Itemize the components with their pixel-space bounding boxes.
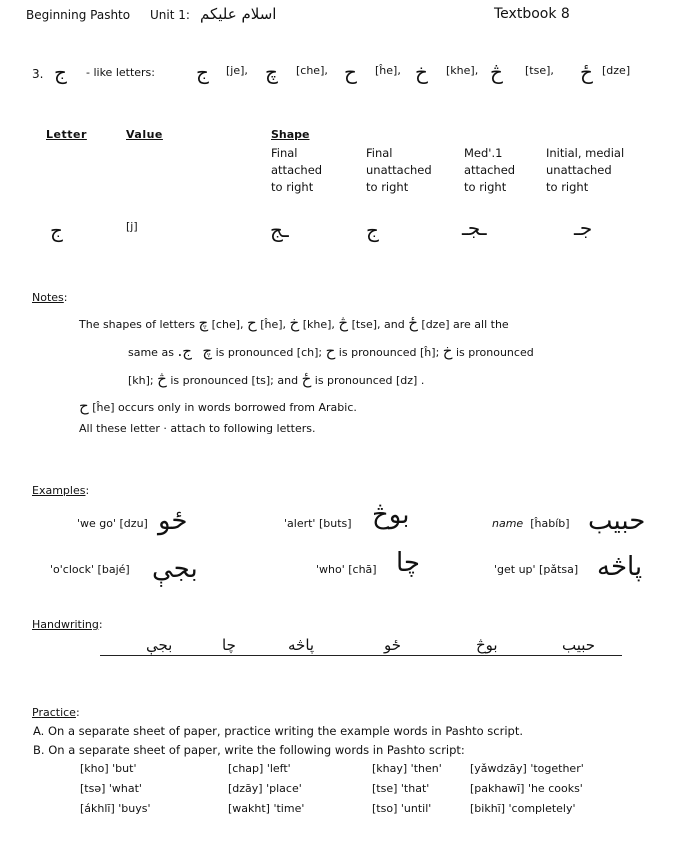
section-number: 3.	[32, 67, 44, 81]
example-pashto: بوڅ	[372, 500, 410, 530]
practice-word: [khay] 'then'	[372, 762, 442, 775]
example-pashto: ځو	[158, 506, 188, 536]
letter-glyph-he: ح	[344, 60, 357, 84]
example-gloss: 'get up' [pǎtsa]	[494, 563, 579, 576]
practice-heading: Practice:	[32, 706, 80, 719]
glyph-khe: خ	[442, 342, 453, 360]
notes-text: and	[384, 318, 405, 331]
notes-line-3	[128, 370, 424, 388]
course-title: Beginning Pashto	[26, 8, 131, 22]
example-gloss: 'o'clock' [bajé]	[50, 563, 130, 576]
practice-word: [dzāy] 'place'	[228, 782, 302, 795]
page-label: Textbook 8	[494, 6, 570, 22]
letter-glyph-che: چ	[265, 60, 278, 84]
row-letter: ج	[50, 218, 63, 242]
shape-col-line: to right	[271, 180, 314, 194]
notes-text: is pronounced [ts]; and	[170, 374, 299, 387]
handwriting-word: پاڅه	[288, 636, 315, 654]
header-shape: Shape	[271, 128, 310, 141]
shape-col-line: unattached	[366, 163, 432, 177]
letter-glyph-dze: ځ	[580, 60, 593, 84]
example-gloss: 'we go' [dzu]	[77, 517, 148, 530]
example-gloss: 'alert' [buts]	[284, 517, 352, 530]
row-value: [j]	[126, 220, 138, 233]
examples-heading: Examples:	[32, 484, 90, 497]
notes-text: [che],	[211, 318, 244, 331]
practice-word: [ákhlī] 'buys'	[80, 802, 151, 815]
shape-col-line: Initial, medial	[546, 146, 625, 160]
glyph-he: ح	[325, 342, 336, 360]
notes-text: [khe],	[302, 318, 335, 331]
unit-title-pashto: اسلام علیکم	[200, 5, 277, 23]
examples-title: Examples	[32, 484, 86, 497]
row-shape-final-attached: ـج	[270, 218, 289, 242]
example-gloss: 'who' [chā]	[316, 563, 377, 576]
glyph-je: ج.	[177, 342, 192, 360]
row-shape-initial-unattached: جـ	[574, 216, 593, 240]
shape-col-line: to right	[366, 180, 409, 194]
practice-word: [tsə] 'what'	[80, 782, 142, 795]
section-main-letter: ج	[54, 60, 67, 84]
shape-col-line: to right	[546, 180, 589, 194]
letter-name-che: [che],	[296, 64, 328, 77]
shape-col-initial-unattached	[546, 145, 624, 196]
practice-word: [pakhawī] 'he cooks'	[470, 782, 583, 795]
letter-name-tse: [tse],	[525, 64, 554, 77]
shape-col-medial-attached	[464, 145, 515, 196]
notes-text: The shapes of letters	[79, 318, 195, 331]
glyph-dze: ځ	[408, 314, 418, 332]
practice-word: [wakht] 'time'	[228, 802, 305, 815]
shape-col-line: to right	[464, 180, 507, 194]
shape-col-line: attached	[271, 163, 323, 177]
example-gloss-text: [ĥabíb]	[530, 517, 570, 530]
glyph-khe: خ	[289, 314, 300, 332]
handwriting-baseline	[100, 655, 622, 656]
notes-text: is pronounced	[455, 346, 534, 359]
glyph-he: ح	[79, 397, 89, 415]
handwriting-word: چا	[222, 636, 236, 654]
handwriting-heading: Handwriting:	[32, 618, 103, 631]
notes-text: [dze] are all the	[421, 318, 509, 331]
handwriting-word: حبیب	[562, 636, 596, 654]
handwriting-word: ځو	[384, 636, 402, 654]
row-shape-final-unattached: ج	[366, 218, 379, 242]
glyph-dze: ځ	[301, 370, 312, 388]
practice-instruction-a: A. On a separate sheet of paper, practice writing the example words in Pashto script.	[33, 724, 524, 738]
shape-col-final-attached	[271, 145, 322, 196]
notes-title: Notes	[32, 291, 64, 304]
shape-col-line: unattached	[546, 163, 612, 177]
practice-word: [kho] 'but'	[80, 762, 137, 775]
handwriting-title: Handwriting	[32, 618, 99, 631]
letter-glyph-khe: خ	[415, 60, 428, 84]
glyph-tse: څ	[157, 370, 167, 388]
notes-line-1	[79, 314, 509, 332]
notes-text: is pronounced [dz] .	[314, 374, 425, 387]
practice-word: [chap] 'left'	[228, 762, 291, 775]
shape-col-line: Final	[271, 146, 298, 160]
shape-col-line: attached	[464, 163, 516, 177]
header-letter: Letter	[46, 128, 87, 141]
notes-text: same as	[128, 346, 174, 359]
letter-name-je: [je],	[226, 64, 248, 77]
glyph-che: چ	[202, 342, 213, 360]
notes-line-4	[79, 397, 357, 415]
glyph-che: چ	[198, 314, 209, 332]
glyph-he: ح	[247, 314, 257, 332]
notes-text: [tse],	[351, 318, 381, 331]
glyph-tse: څ	[338, 314, 349, 332]
row-shape-medial-attached: ـجـ	[462, 216, 487, 240]
letter-glyph-tse: څ	[490, 60, 503, 84]
letter-name-khe: [khe],	[446, 64, 479, 77]
letter-name-dze: [dze]	[602, 64, 631, 77]
practice-word: [tse] 'that'	[372, 782, 430, 795]
handwriting-word: بوڅ	[476, 636, 498, 654]
practice-word: [tso] 'until'	[372, 802, 432, 815]
shape-col-line: Med'.1	[464, 146, 503, 160]
notes-text: is pronounced [ĥ];	[338, 346, 440, 359]
unit-label: Unit 1:	[150, 8, 190, 22]
shape-col-final-unattached	[366, 145, 432, 196]
letter-glyph-je: ج	[196, 60, 209, 84]
handwriting-word: بجې	[146, 636, 173, 654]
notes-line-5: All these letter · attach to following letters.	[79, 422, 316, 435]
example-gloss	[492, 517, 570, 530]
example-pashto: حبیب	[588, 506, 646, 536]
notes-text: is pronounced [ch];	[215, 346, 323, 359]
example-gloss-italic: name	[492, 517, 524, 530]
header-value: Value	[126, 128, 163, 141]
practice-title: Practice	[32, 706, 76, 719]
notes-heading: Notes:	[32, 291, 68, 304]
example-pashto: چا	[396, 548, 420, 578]
practice-instruction-b: B. On a separate sheet of paper, write the following words in Pashto script:	[33, 743, 465, 757]
section-intro: - like letters:	[86, 66, 155, 79]
practice-word: [yǎwdzāy] 'together'	[470, 762, 584, 775]
notes-line-2	[128, 342, 534, 360]
notes-text: [ĥe],	[260, 318, 287, 331]
shape-col-line: Final	[366, 146, 393, 160]
notes-text: [kh];	[128, 374, 154, 387]
example-pashto: پاڅه	[597, 552, 643, 582]
example-pashto: بجې	[152, 554, 198, 584]
letter-name-he: [ĥe],	[375, 64, 401, 77]
notes-text: [ĥe] occurs only in words borrowed from Arabic.	[92, 401, 357, 414]
practice-word: [bikhī] 'completely'	[470, 802, 576, 815]
